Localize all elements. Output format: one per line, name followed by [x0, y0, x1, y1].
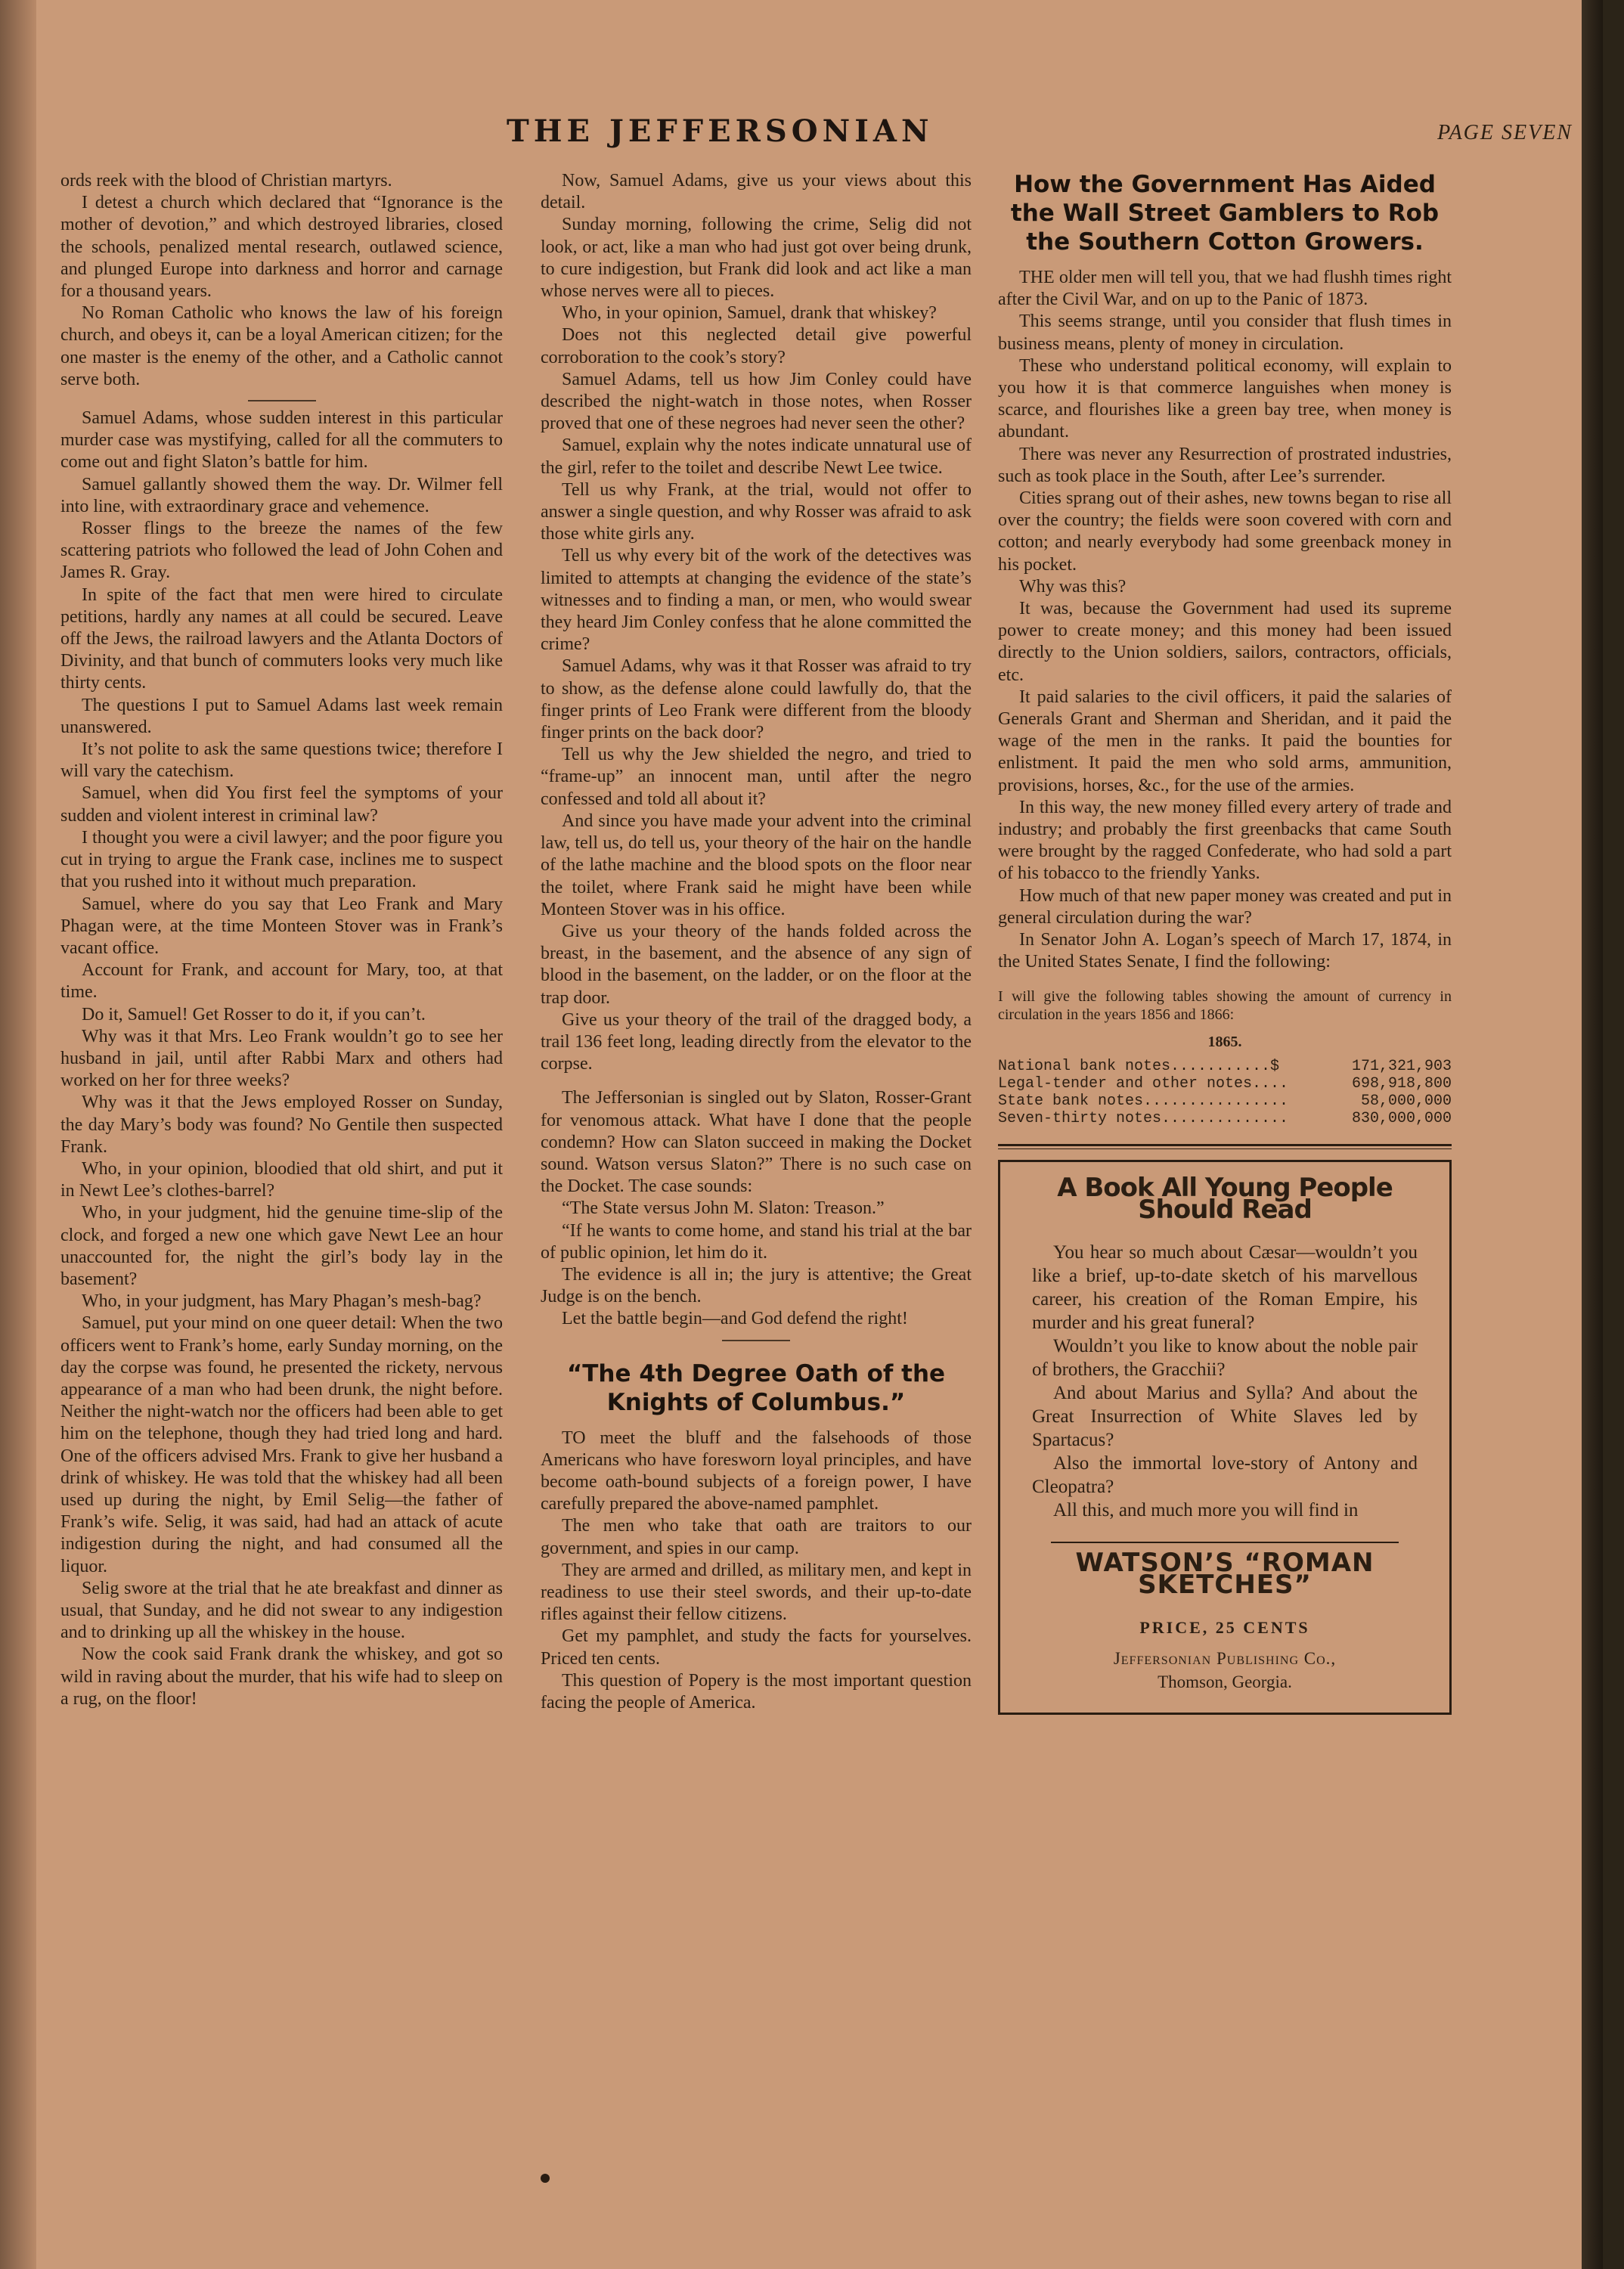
col3-paragraph: Cities sprang out of their ashes, new towns began to rise all over the country; the fields were soon covered with corn and cotton; and nearly everybody had some greenback money in his pocket.	[998, 488, 1452, 575]
col1-paragraph: Now the cook said Frank drank the whiskey, and got so wild in raving about the murder, that his wife had to sleep on a rug, on the floor!	[60, 1644, 503, 1709]
ad-rule	[1051, 1542, 1399, 1543]
col1-paragraph: Do it, Samuel! Get Rosser to do it, if you can’t.	[82, 1004, 426, 1024]
col2-kc-paragraph: Get my pamphlet, and study the facts for yourselves. Priced ten cents.	[541, 1626, 972, 1669]
book-binding	[1582, 0, 1603, 2269]
col3-paragraph: THE older men will tell you, that we had flushh times right after the Civil War, and on up to the Panic of 1873.	[998, 268, 1452, 310]
column-2	[541, 170, 972, 1714]
col1-paragraph: ords reek with the blood of Christian martyrs.	[60, 171, 392, 191]
col2-paragraph: The evidence is all in; the jury is attentive; the Great Judge is on the bench.	[541, 1264, 972, 1307]
ad-city: Thomson, Georgia.	[1158, 1672, 1292, 1691]
col3-paragraph: There was never any Resurrection of prostrated industries, such as took place in the South, after Lee’s surrender.	[998, 444, 1452, 486]
table-cell-label: National bank notes...........$	[998, 1057, 1280, 1075]
table-cell-label: Legal-tender and other notes....	[998, 1074, 1289, 1093]
col2-paragraph: “If he wants to come home, and stand his trial at the bar of public opinion, let him do it.	[541, 1220, 972, 1263]
col1-paragraph: I detest a church which declared that “Ignorance is the mother of devotion,” and which destroyed libraries, closed the schools, penalized mental research, outlawed science, and plunged Europe into darkness and horror and carnage for a thousand years.	[60, 193, 503, 302]
masthead	[0, 113, 1603, 159]
col2-kc-paragraph: The men who take that oath are traitors to our government, and spies in our camp.	[541, 1516, 972, 1558]
table-cell-amount: 830,000,000	[1351, 1109, 1452, 1127]
ad-price: PRICE, 25 CENTS	[1139, 1617, 1310, 1637]
col1-paragraph: Samuel, put your mind on one queer detail: When the two officers went to Frank’s home, early Sunday morning, on the day the corpse was found, he presented the rickety, nervous appearance of a man who had been drunk, the night before. Neither the night-watch nor the officers had been able to get him on the telephone, though they had tried long and hard. One of the officers advised Mrs. Frank to give her husband a drink of whiskey. He was told that the whiskey had all been used up during the night, by Emil Selig—the father of Frank’s wife. Selig, it was said, had had an attack of acute indigestion during the night, and had consumed all the liquor.	[60, 1313, 503, 1576]
section-rule	[722, 1340, 790, 1341]
col2-paragraph: The Jeffersonian is singled out by Slaton, Rosser-Grant for venomous attack. What have I done that the people condemn? How can Slaton succeed in making the Docket sound. Watson versus Slaton?” There is no such case on the Docket. The case sounds:	[541, 1088, 972, 1197]
col2-paragraph: And since you have made your advent into the criminal law, tell us, do tell us, your theory of the hair on the handle of the lathe machine and the blood spots on the floor near the toilet, where Frank said he might have been while Monteen Stover was in his office.	[541, 811, 972, 919]
currency-table-year: 1865.	[1207, 1033, 1242, 1050]
col1-paragraph: Samuel, when did You first feel the symptoms of your sudden and violent interest in criminal law?	[60, 783, 503, 826]
col2-paragraph: Samuel Adams, why was it that Rosser was afraid to try to show, as the defense alone could lawfully do, that the finger prints of Leo Frank were different from the bloody finger prints on the back door?	[541, 656, 972, 743]
col2-paragraph: Now, Samuel Adams, give us your views about this detail.	[541, 171, 972, 213]
table-cell-label: Seven-thirty notes..............	[998, 1109, 1289, 1127]
table-cell-amount: 58,000,000	[1360, 1092, 1452, 1110]
double-rule	[998, 1144, 1452, 1149]
col2-kc-paragraph: This question of Popery is the most important question facing the people of America.	[541, 1670, 972, 1713]
currency-table-caption: I will give the following tables showing the amount of currency in circulation in the years 1856 and 1866:	[998, 987, 1452, 1023]
col3-paragraph: These who understand political economy, will explain to you how it is that commerce languishes when money is scarce, and flourishes like a green bay tree, when money is abundant.	[998, 355, 1452, 442]
col1-paragraph: Why was it that Mrs. Leo Frank wouldn’t go to see her husband in jail, until after Rabbi Marx and others had worked on her for three weeks?	[60, 1026, 503, 1091]
col2-paragraph: Tell us why the Jew shielded the negro, and tried to “frame-up” an innocent man, until after the negro confessed and told all about it?	[541, 745, 972, 809]
col1-paragraph: Account for Frank, and account for Mary, too, at that time.	[60, 960, 503, 1003]
col1-paragraph: Samuel gallantly showed them the way. Dr. Wilmer fell into line, with extraordinary grace and vehemence.	[60, 474, 503, 516]
book-advertisement	[998, 1160, 1452, 1715]
page-gutter	[0, 0, 36, 2269]
knights-of-columbus-headline: “The 4th Degree Oath of the Knights of Columbus.”	[566, 1359, 946, 1416]
table-row	[998, 1058, 1452, 1075]
col1-paragraph: It’s not polite to ask the same questions twice; therefore I will vary the catechism.	[60, 739, 503, 782]
col2-paragraph: Who, in your opinion, Samuel, drank that whiskey?	[562, 303, 937, 324]
masthead-title: THE JEFFERSONIAN	[507, 113, 934, 149]
table-cell-label: State bank notes................	[998, 1092, 1289, 1110]
col1-paragraph: Samuel Adams, whose sudden interest in this particular murder case was mystifying, called for all the commuters to come out and fight Slaton’s battle for him.	[60, 408, 503, 473]
col3-paragraph: This seems strange, until you consider that flush times in business means, plenty of money in circulation.	[998, 312, 1452, 354]
table-cell-amount: 171,321,903	[1351, 1057, 1452, 1075]
col1-paragraph: Who, in your opinion, bloodied that old shirt, and put it in Newt Lee’s clothes-barrel?	[60, 1158, 503, 1201]
col1-paragraph: Why was it that the Jews employed Rosser on Sunday, the day Mary’s body was found? No Gentile then suspected Frank.	[60, 1093, 503, 1157]
col1-paragraph: In spite of the fact that men were hired to circulate petitions, hardly any names at all could be secured. Leave off the Jews, the railroad lawyers and the Atlanta Doctors of Divinity, and that bunch of commuters looks very much like thirty cents.	[60, 584, 503, 693]
ad-publisher: Jeffersonian Publishing Co.,	[1113, 1648, 1337, 1668]
ad-book-title: WATSON’S “ROMAN SKETCHES”	[1075, 1548, 1375, 1601]
col1-paragraph: Who, in your judgment, hid the genuine time-slip of the clock, and forged a new one which gave Newt Lee an hour unaccounted for, the night the girl’s body lay in the basement?	[60, 1203, 503, 1289]
col1-paragraph: Who, in your judgment, has Mary Phagan’s mesh-bag?	[82, 1291, 482, 1312]
col1-paragraph: No Roman Catholic who knows the law of his foreign church, and obeys it, can be a loyal American citizen; for the one master is the enemy of the other, and a Catholic cannot serve both.	[60, 303, 503, 389]
table-row	[998, 1110, 1452, 1127]
column-1	[60, 170, 503, 1710]
col1-paragraph: I thought you were a civil lawyer; and the poor figure you cut in trying to argue the Frank case, inclines me to suspect that you rushed into it without much preparation.	[60, 827, 503, 892]
government-article-headline: How the Government Has Aided the Wall Street Gamblers to Rob the Southern Cotton Growers.	[1010, 171, 1440, 256]
col3-paragraph: It paid salaries to the civil officers, it paid the salaries of Generals Grant and Sherman and Sheridan, and it paid the wage of the men in the ranks. It paid the bounties for enlistment. It paid the men who sold arms, ammunition, provisions, horses, &c., for the use of the armies.	[998, 687, 1452, 795]
col2-paragraph: Give us your theory of the hands folded across the breast, in the basement, and the absence of any sign of blood in the basement, on the ladder, or on the floor at the trap door.	[541, 921, 972, 1008]
ad-paragraph: Also the immortal love-story of Antony and Cleopatra?	[1032, 1453, 1418, 1498]
col2-paragraph: “The State versus John M. Slaton: Treason.”	[562, 1198, 885, 1219]
table-row	[998, 1093, 1452, 1110]
table-row	[998, 1075, 1452, 1093]
col1-paragraph: Samuel, where do you say that Leo Frank and Mary Phagan were, at the time Monteen Stover was in Frank’s vacant office.	[60, 894, 503, 958]
col2-paragraph: Give us your theory of the trail of the dragged body, a trail 136 feet long, leading directly from the elevator to the corpse.	[541, 1009, 972, 1074]
column-3	[998, 170, 1452, 1715]
ad-paragraph: You hear so much about Cæsar—wouldn’t you like a brief, up-to-date sketch of his marvellous career, his creation of the Roman Empire, his murder and his great funeral?	[1032, 1242, 1418, 1334]
col3-paragraph: In Senator John A. Logan’s speech of March 17, 1874, in the United States Senate, I find the following:	[998, 930, 1452, 972]
col1-paragraph: Selig swore at the trial that he ate breakfast and dinner as usual, that Sunday, and he did not swear to any indigestion and to drinking up all the whiskey in the house.	[60, 1578, 503, 1643]
col2-paragraph: Does not this neglected detail give powerful corroboration to the cook’s story?	[541, 325, 972, 367]
col2-paragraph: Samuel, explain why the notes indicate unnatural use of the girl, refer to the toilet and describe Newt Lee twice.	[541, 436, 972, 478]
col1-paragraph: The questions I put to Samuel Adams last week remain unanswered.	[60, 695, 503, 737]
col1-paragraph: Rosser flings to the breeze the names of the few scattering patriots who followed the lead of John Cohen and James R. Gray.	[60, 519, 503, 583]
col2-paragraph: Samuel Adams, tell us how Jim Conley could have described the night-watch in those notes, when Rosser proved that one of these negroes had never seen the other?	[541, 369, 972, 434]
col3-paragraph: Why was this?	[1019, 576, 1127, 597]
col3-paragraph: How much of that new paper money was created and put in general circulation during the war?	[998, 885, 1452, 928]
col2-kc-paragraph: TO meet the bluff and the falsehoods of those Americans who have foresworn loyal principles, and have become oath-bound subjects of a foreign power, I have carefully prepared the above-named pamphlet.	[541, 1427, 972, 1514]
ink-dot	[541, 2174, 550, 2183]
col2-paragraph: Sunday morning, following the crime, Selig did not look, or act, like a man who had just got over being drunk, to cure indigestion, but Frank did look and act like a man whose nerves were all to pieces.	[541, 215, 972, 302]
ad-paragraph: Wouldn’t you like to know about the noble pair of brothers, the Gracchii?	[1032, 1336, 1418, 1381]
section-rule	[248, 400, 316, 401]
col2-paragraph: Tell us why every bit of the work of the detectives was limited to attempts at changing the evidence of the state’s witnesses and to finding a man, or men, who would swear they heard Jim Conley confess that he alone committed the crime?	[541, 546, 972, 655]
currency-table	[998, 1058, 1452, 1127]
ad-title: A Book All Young People Should Read	[1057, 1172, 1393, 1225]
col3-paragraph: In this way, the new money filled every artery of trade and industry; and probably the first greenbacks that came South were brought by the ragged Confederate, who had sold a part of his tobacco to the friendly Yanks.	[998, 797, 1452, 884]
col2-kc-paragraph: They are armed and drilled, as military men, and kept in readiness to use their steel swords, and their up-to-date rifles against their fellow citizens.	[541, 1560, 972, 1625]
ad-paragraph: And about Marius and Sylla? And about the Great Insurrection of White Slaves led by Spartacus?	[1032, 1383, 1418, 1451]
ad-body	[1018, 1241, 1431, 1522]
page-number-label: PAGE SEVEN	[1437, 121, 1573, 144]
table-cell-amount: 698,918,800	[1351, 1074, 1452, 1093]
ad-paragraph: All this, and much more you will find in	[1053, 1500, 1359, 1521]
col3-paragraph: It was, because the Government had used its supreme power to create money; and this money had been issued directly to the Union soldiers, sailors, contractors, officials, etc.	[998, 599, 1452, 685]
col2-paragraph: Let the battle begin—and God defend the right!	[562, 1309, 908, 1329]
col2-paragraph: Tell us why Frank, at the trial, would not offer to answer a single question, and why Rosser was afraid to ask those white girls any.	[541, 479, 972, 544]
